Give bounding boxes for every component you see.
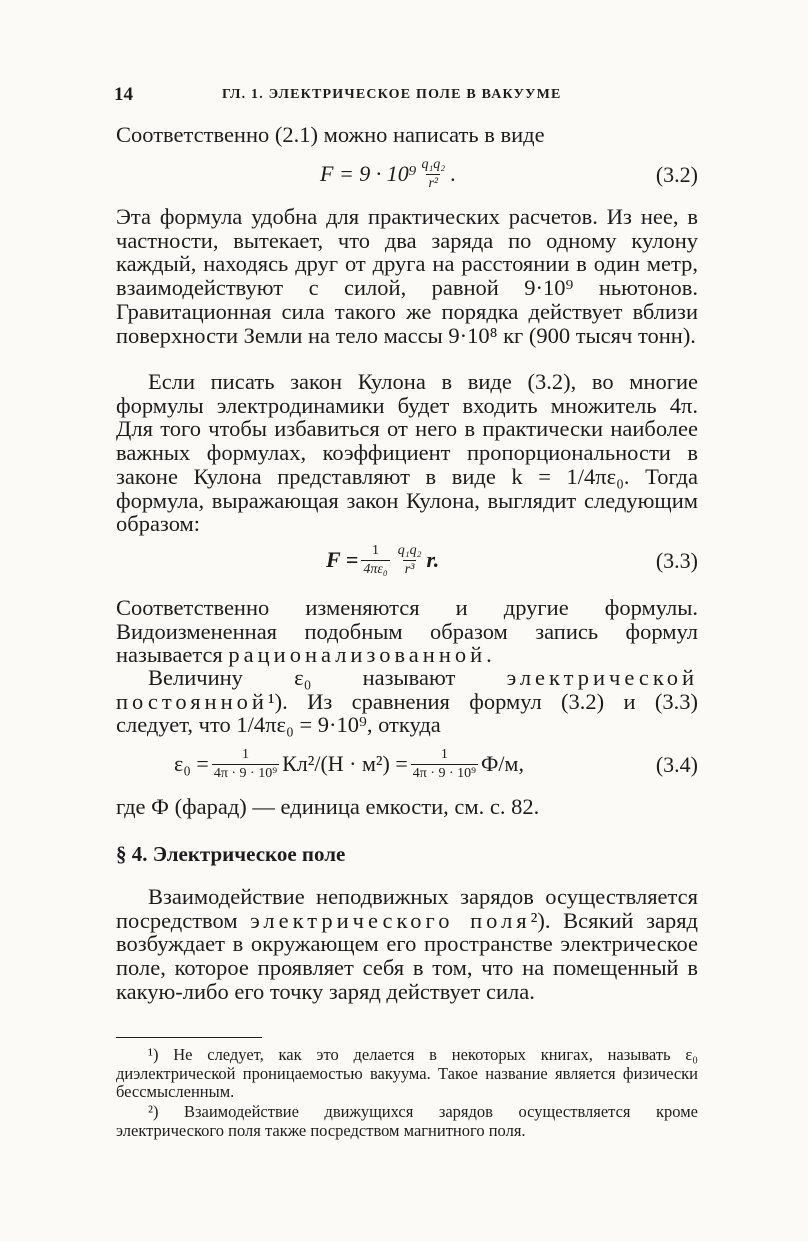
paragraph-electric-constant [116, 666, 698, 737]
eq34-number: (3.4) [655, 752, 698, 777]
footnote-2-mark: ²) [148, 1102, 159, 1121]
eq33-fraction-2 [396, 543, 424, 578]
eq32-lhs: F = 9 · 10⁹ [320, 161, 417, 186]
eq33-numerator-1: 1 [372, 542, 380, 558]
eq34-tail: Ф/м, [481, 751, 524, 776]
p3-end: . [486, 642, 492, 668]
eq33-number: (3.3) [655, 548, 698, 573]
eq34-lhs: ε₀ = [174, 751, 209, 776]
eq32-numerator: q₁q₂ [421, 156, 446, 172]
term-electric-constant: электрической постоянной [116, 665, 698, 714]
eq32-fraction [419, 157, 447, 192]
eq33-lhs: F = [326, 547, 359, 572]
term-electric-field: электрического поля [250, 907, 531, 933]
eq34-fraction-1 [212, 747, 279, 782]
eq33-numerator-2: q₁q₂ [397, 542, 422, 558]
equation-3-2 [116, 148, 698, 200]
eq34-denominator-2: 4π · 9 · 10⁹ [412, 765, 477, 781]
running-title: ГЛ. 1. ЭЛЕКТРИЧЕСКОЕ ПОЛЕ В ВАКУУМЕ [222, 87, 562, 102]
eq34-fraction-2 [411, 747, 478, 782]
footnote-2 [116, 1103, 698, 1140]
p6-rest: ²). Всякий заряд возбуждает в окружающем его пространстве электрическое поле, которое проявляет себя в том, что на помещенный в какую-либо его точку заряд действует сила. [116, 907, 698, 1004]
footnote-rule [116, 1037, 262, 1038]
page-number: 14 [114, 84, 133, 105]
eq33-denominator-2: r³ [404, 561, 415, 577]
footnote-1-mark: ¹) [148, 1045, 159, 1064]
equation-3-3 [116, 534, 698, 586]
eq34-numerator-2: 1 [440, 746, 448, 762]
footnote-2-text: Взаимодействие движущихся зарядов осуществляется кроме электрического поля также посредством магнитного поля. [116, 1102, 698, 1140]
paragraph-rationalization: Если писать закон Кулона в виде (3.2), во многие формулы электродинамики будет входить множитель 4π. Для того чтобы избавиться от него в практически наиболее важных формулах, коэффициент пропорциональности в законе Кулона представляют в виде k = 1/4πε₀. Тогда формула, выражающая закон Кулона, выглядит следующим образом: [116, 369, 698, 537]
eq32-tail: . [450, 161, 456, 186]
paragraph-formula-usage: Эта формула удобна для практических расчетов. Из нее, в частности, вытекает, что два заряда по одному кулону каждый, находясь друг от друга на расстоянии в один метр, взаимодействуют с силой, равной 9·10⁹ ньютонов. Гравитационная сила такого же порядка действует вблизи поверхности Земли на тело массы 9·10⁸ кг (900 тысяч тонн). [116, 204, 698, 348]
eq33-fraction-1 [361, 543, 389, 578]
eq32-denominator: r² [428, 175, 439, 191]
p4-rest: ¹). Из сравнения формул (3.2) и (3.3) следует, что 1/4πε₀ = 9·10⁹, откуда [116, 688, 698, 738]
paragraph-farad: где Ф (фарад) — единица емкости, см. с. 82. [116, 794, 540, 819]
page-header [114, 84, 698, 106]
section-heading: § 4. Электрическое поле [116, 842, 346, 866]
paragraph-electric-field [116, 885, 698, 1004]
eq34-numerator-1: 1 [241, 746, 249, 762]
equation-3-4 [116, 738, 698, 790]
eq34-units: Кл²/(Н · м²) = [282, 751, 408, 776]
intro-line: Соответственно (2.1) можно написать в виде [116, 122, 545, 147]
paragraph-rationalized [116, 596, 698, 667]
term-rationalized: рационализованной [228, 642, 487, 668]
p4-text: Величину ε₀ называют [148, 665, 507, 690]
p3-text: Соответственно изменяются и другие формулы. Видоизмененная подобным образом запись формул называется [116, 595, 698, 668]
eq32-number: (3.2) [655, 162, 698, 187]
eq33-tail: r. [426, 547, 440, 572]
p6-text: Взаимодействие неподвижных зарядов осуществляется посредством [116, 884, 698, 933]
footnote-1 [116, 1046, 698, 1102]
footnote-1-text: Не следует, как это делается в некоторых книгах, называть ε₀ диэлектрической проницаемостью вакуума. Такое название является физически бессмысленным. [116, 1045, 699, 1101]
eq34-denominator-1: 4π · 9 · 10⁹ [213, 765, 278, 781]
eq33-denominator-1: 4πε₀ [363, 561, 388, 577]
